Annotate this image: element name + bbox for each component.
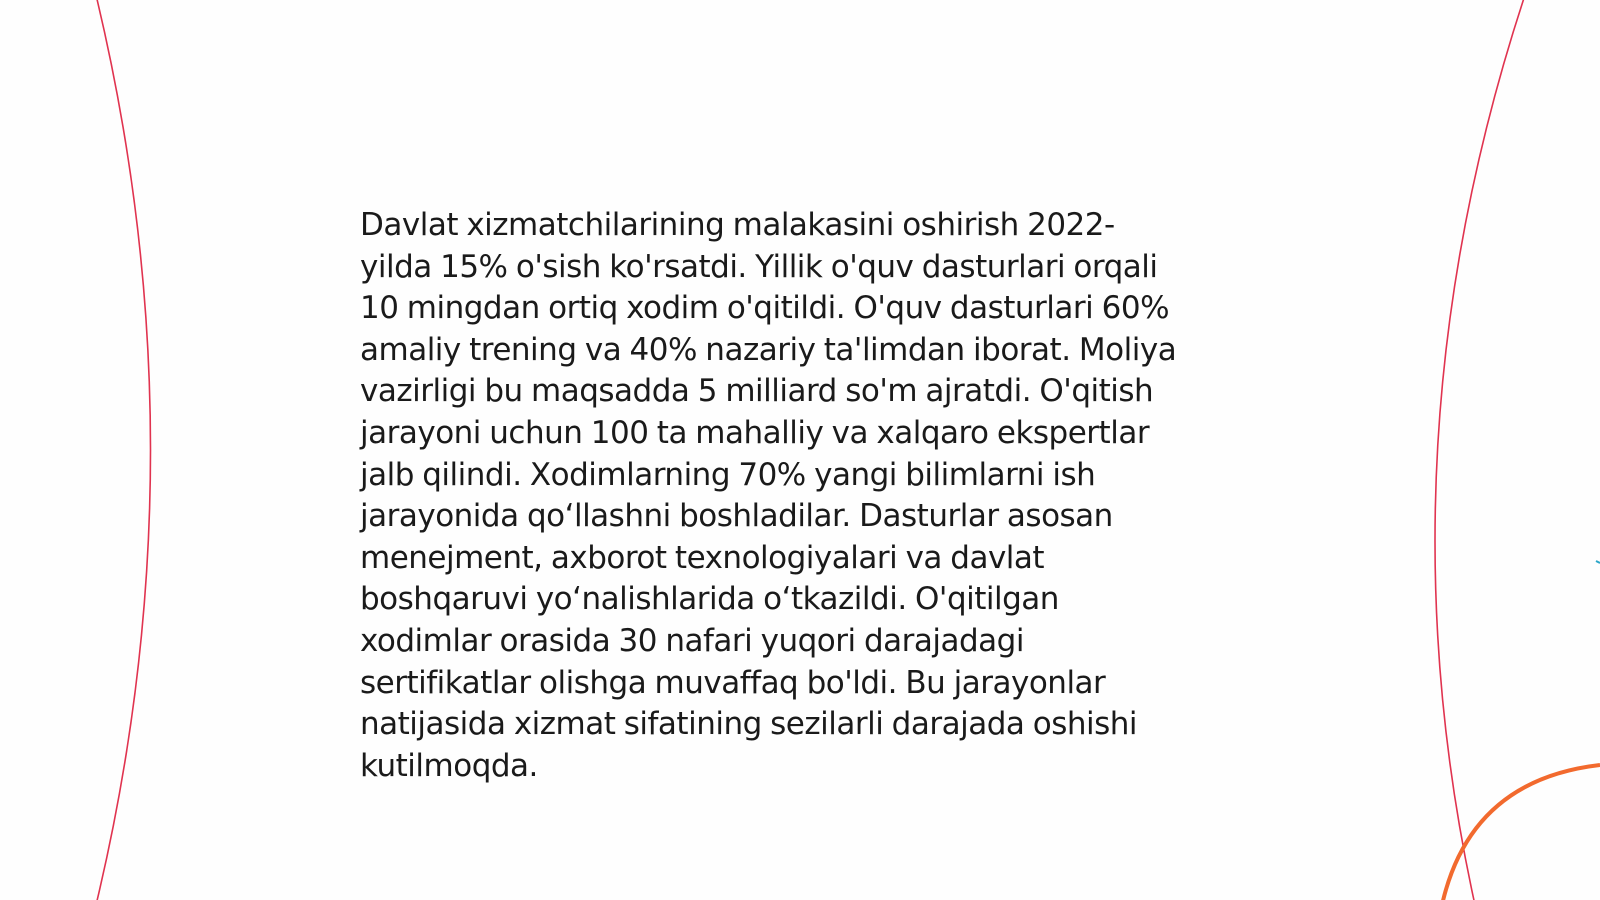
paragraph-line: jarayonida qo‘llashni boshladilar. Dasturlar asosan [360, 498, 1113, 535]
paragraph-line: sertifikatlar olishga muvaffaq bo'ldi. Bu jarayonlar [360, 664, 1106, 701]
corner-orange-arc [1442, 765, 1600, 900]
body-paragraph [360, 205, 1260, 787]
paragraph-line: jalb qilindi. Xodimlarning 70% yangi bilimlarni ish [360, 456, 1096, 493]
paragraph-line: xodimlar orasida 30 nafari yuqori darajadagi [360, 622, 1024, 659]
paragraph-line: 10 mingdan ortiq xodim o'qitildi. O'quv dasturlari 60% [360, 290, 1170, 327]
left-curve-line [96, 0, 151, 900]
paragraph-line: natijasida xizmat sifatining sezilarli darajada oshishi [360, 706, 1138, 743]
paragraph-line: jarayoni uchun 100 ta mahalliy va xalqaro ekspertlar [360, 414, 1150, 451]
paragraph-line: vazirligi bu maqsadda 5 milliard so'm ajratdi. O'qitish [360, 373, 1154, 410]
right-curve-line [1435, 0, 1525, 900]
paragraph-line: menejment, axborot texnologiyalari va davlat [360, 539, 1045, 576]
accent-tick-mark [1596, 561, 1600, 563]
paragraph-line: amaliy trening va 40% nazariy ta'limdan iborat. Moliya [360, 331, 1177, 368]
paragraph-line: boshqaruvi yo‘nalishlarida o‘tkazildi. O'qitilgan [360, 581, 1059, 618]
paragraph-line: yilda 15% o'sish ko'rsatdi. Yillik o'quv dasturlari orqali [360, 248, 1158, 285]
paragraph-line: kutilmoqda. [360, 747, 538, 784]
paragraph-line: Davlat xizmatchilarining malakasini oshirish 2022- [360, 207, 1115, 243]
